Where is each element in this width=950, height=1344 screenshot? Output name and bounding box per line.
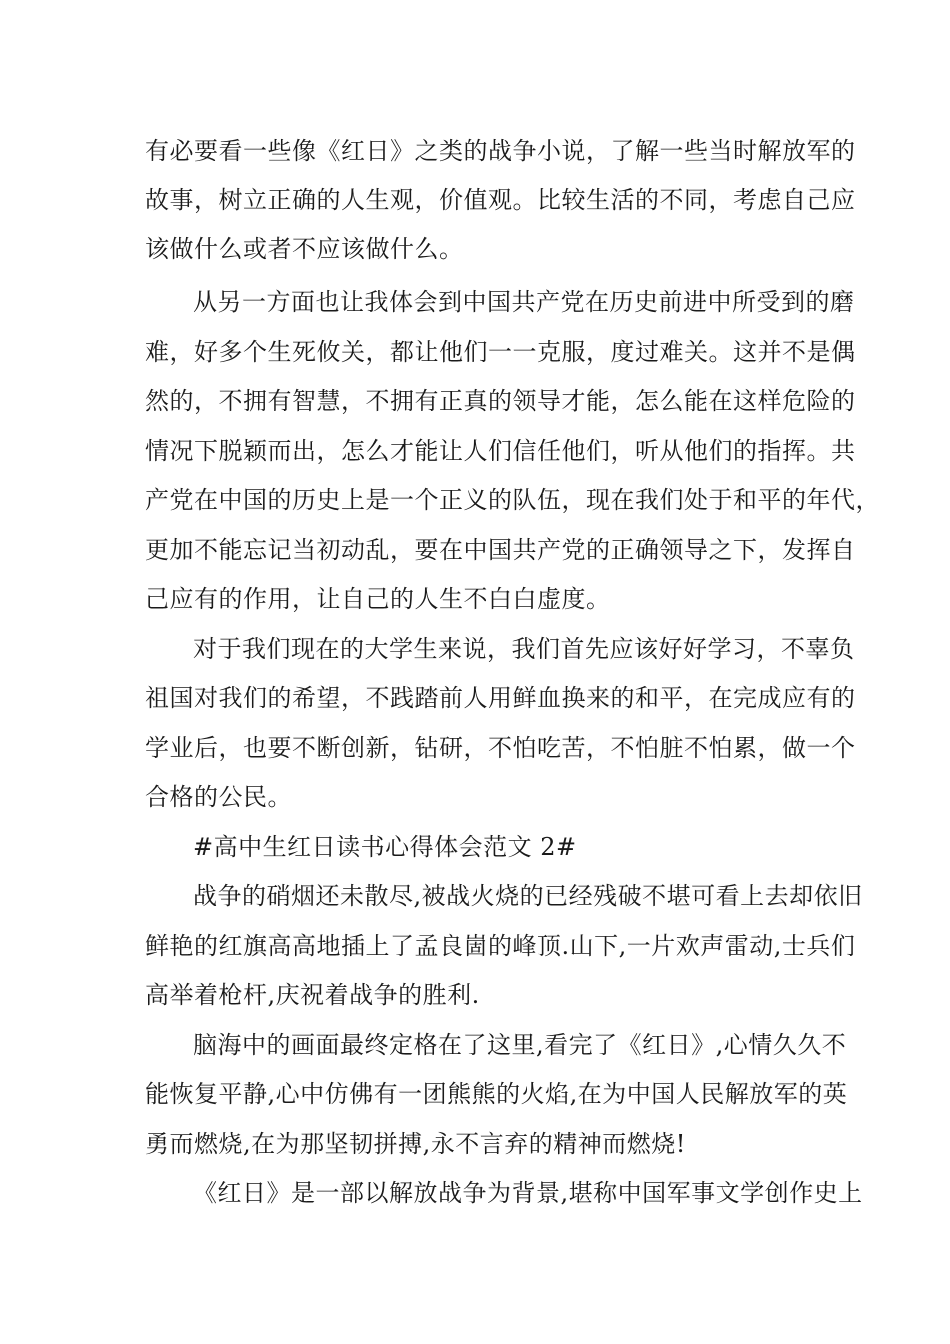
paragraph-line: 勇而燃烧,在为那坚韧拼搏,永不言弃的精神而燃烧! [145, 1130, 686, 1158]
paragraph-line: 从另一方面也让我体会到中国共产党在历史前进中所受到的磨 [193, 288, 855, 316]
paragraph-line: 然的，不拥有智慧，不拥有正真的领导才能，怎么能在这样危险的 [145, 387, 856, 415]
paragraph-line: 鲜艳的红旗高高地插上了孟良崮的峰顶.山下,一片欢声雷动,士兵们 [145, 932, 856, 960]
paragraph-line: 情况下脱颖而出，怎么才能让人们信任他们，听从他们的指挥。共 [145, 437, 856, 465]
paragraph-line: 学业后，也要不断创新，钻研，不怕吃苦，不怕脏不怕累，做一个 [145, 734, 856, 762]
paragraph-line: 能恢复平静,心中仿佛有一团熊熊的火焰,在为中国人民解放军的英 [145, 1080, 848, 1108]
paragraph-line: 该做什么或者不应该做什么。 [145, 235, 464, 263]
paragraph-line: 故事，树立正确的人生观，价值观。比较生活的不同，考虑自己应 [145, 186, 856, 214]
paragraph-line: 产党在中国的历史上是一个正义的队伍，现在我们处于和平的年代， [145, 486, 880, 514]
paragraph-line: 更加不能忘记当初动乱，要在中国共产党的正确领导之下，发挥自 [145, 536, 856, 564]
paragraph-line: 战争的硝烟还未散尽,被战火烧的已经残破不堪可看上去却依旧 [193, 882, 863, 910]
paragraph-line: 对于我们现在的大学生来说，我们首先应该好好学习，不辜负 [193, 635, 855, 663]
paragraph-line: 《红日》是一部以解放战争为背景,堪称中国军事文学创作史上 [193, 1179, 863, 1207]
paragraph-line: 有必要看一些像《红日》之类的战争小说，了解一些当时解放军的 [145, 137, 856, 165]
paragraph-line: 脑海中的画面最终定格在了这里,看完了《红日》,心情久久不 [193, 1031, 847, 1059]
paragraph-line: 祖国对我们的希望，不践踏前人用鲜血换来的和平，在完成应有的 [145, 684, 856, 712]
section-heading: #高中生红日读书心得体会范文 2# [193, 833, 577, 861]
paragraph-line: 难，好多个生死攸关，都让他们一一克服，度过难关。这并不是偶 [145, 338, 856, 366]
paragraph-line: 合格的公民。 [145, 783, 292, 811]
paragraph-line: 高举着枪杆,庆祝着战争的胜利. [145, 981, 480, 1009]
paragraph-line: 己应有的作用，让自己的人生不白白虚度。 [145, 585, 611, 613]
